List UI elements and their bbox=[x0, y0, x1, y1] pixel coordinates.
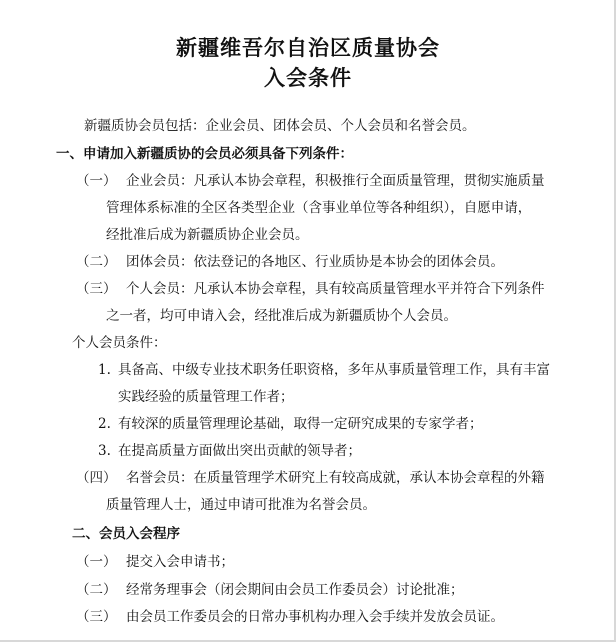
item1-line2: 管理体系标准的全区各类型企业（含事业单位等各种组织），自愿申请， bbox=[106, 200, 532, 216]
item2-number: （二） bbox=[76, 254, 117, 270]
step1-line bbox=[76, 553, 234, 571]
item3-text: 个人会员：凡承认本协会章程，具有较高质量管理水平并符合下列条件 bbox=[126, 281, 545, 297]
item3-first-line bbox=[76, 280, 545, 298]
step3-text: 由会员工作委员会的日常办事机构办理入会手续并发放会员证。 bbox=[126, 609, 504, 625]
condition2-line bbox=[98, 415, 483, 433]
step1-text: 提交入会申请书； bbox=[126, 554, 234, 570]
item4-line2: 质量管理人士，通过申请可批准为名誉会员。 bbox=[106, 497, 376, 513]
item4-number: （四） bbox=[76, 470, 117, 486]
step1-number: （一） bbox=[76, 554, 117, 570]
condition3-text: 在提高质量方面做出突出贡献的领导者； bbox=[118, 443, 361, 459]
section1-heading: 一、申请加入新疆质协的会员必须具备下列条件： bbox=[56, 146, 353, 162]
item2-line bbox=[76, 253, 504, 271]
condition3-number: 3. bbox=[98, 443, 111, 459]
item1-text: 企业会员：凡承认本协会章程，积极推行全面质量管理，贯彻实施质量 bbox=[126, 173, 545, 189]
section2-heading: 二、会员入会程序 bbox=[72, 526, 180, 542]
condition2-text: 有较深的质量管理理论基础，取得一定研究成果的专家学者； bbox=[118, 416, 483, 432]
item1-line3: 经批准后成为新疆质协企业会员。 bbox=[106, 227, 309, 243]
personal-conditions-label: 个人会员条件： bbox=[72, 335, 167, 351]
item2-text: 团体会员：依法登记的各地区、行业质协是本协会的团体会员。 bbox=[126, 254, 504, 270]
item4-text: 名誉会员：在质量管理学术研究上有较高成就，承认本协会章程的外籍 bbox=[126, 470, 545, 486]
step2-line bbox=[76, 581, 464, 599]
item3-line2: 之一者，均可申请入会，经批准后成为新疆质协个人会员。 bbox=[106, 308, 457, 324]
step2-number: （二） bbox=[76, 582, 117, 598]
item1-number: （一） bbox=[76, 173, 117, 189]
item4-first-line bbox=[76, 469, 545, 487]
condition3-line bbox=[98, 442, 361, 460]
step3-line bbox=[76, 608, 504, 626]
step2-text: 经常务理事会（闭会期间由会员工作委员会）讨论批准； bbox=[126, 582, 464, 598]
condition1-line2: 实践经验的质量管理工作者； bbox=[118, 389, 294, 405]
condition1-text: 具备高、中级专业技术职务任职资格，多年从事质量管理工作，具有丰富 bbox=[118, 362, 550, 378]
condition1-first-line bbox=[98, 361, 550, 379]
condition2-number: 2. bbox=[98, 416, 111, 432]
step3-number: （三） bbox=[76, 609, 117, 625]
document-title: 新疆维吾尔自治区质量协会 bbox=[176, 36, 440, 60]
condition1-number: 1. bbox=[98, 362, 111, 378]
item1-first-line bbox=[76, 172, 545, 190]
item3-number: （三） bbox=[76, 281, 117, 297]
document-subtitle: 入会条件 bbox=[264, 66, 352, 90]
intro-paragraph: 新疆质协会员包括：企业会员、团体会员、个人会员和名誉会员。 bbox=[84, 118, 476, 134]
